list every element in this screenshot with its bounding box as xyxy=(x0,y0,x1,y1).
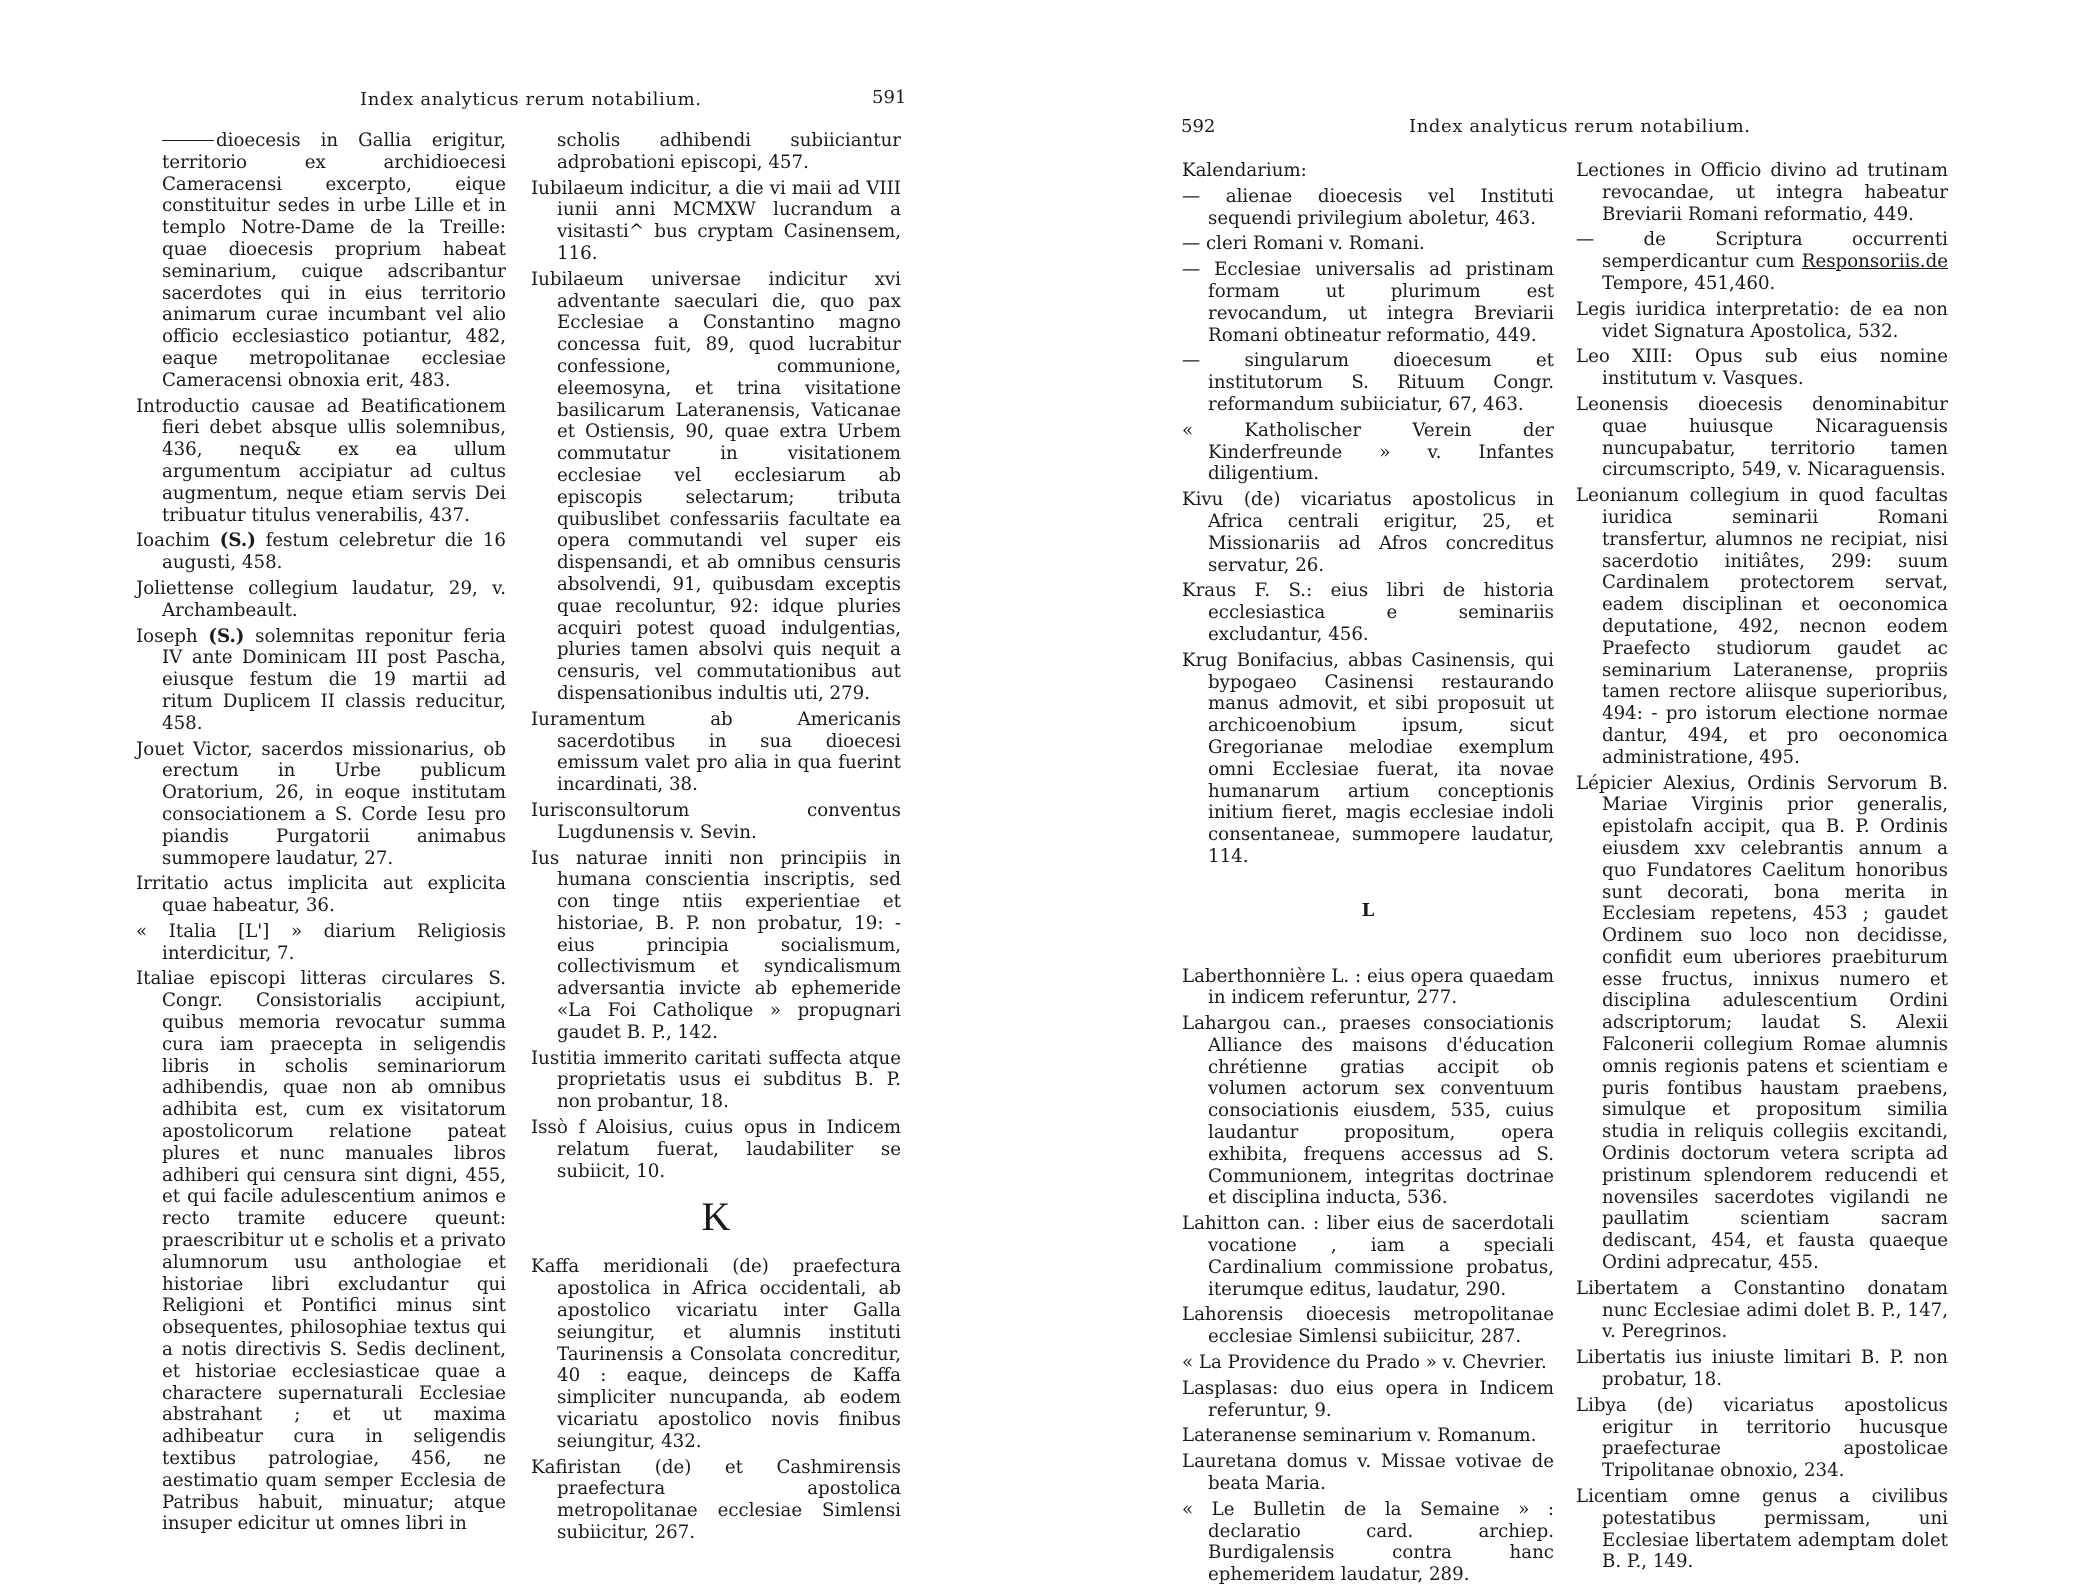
index-entry xyxy=(531,848,901,1044)
index-entry xyxy=(1182,1378,1554,1422)
index-entry xyxy=(531,1256,901,1452)
index-entry xyxy=(1182,1499,1554,1586)
index-entry xyxy=(1182,489,1554,576)
entry-text: Iubilaeum universae indicitur xvi adventante saeculari die, quo pax Ecclesiae a Constantino magno concessa fuit, 89, quod lucrabitur confessione, communione, eleemosyna, et trina visitatione basilicarum Lateranensis, Vaticanae et Ostiensis, 90, quae extra Urbem commutatur in visitationem ecclesiae vel ecclesiarum ab episcopis selectarum; tributa quibuslibet confessariis facultate ea opera commutandi vel super eis dispensandi, et ab omnibus censuris absolvendi, 91, quibusdam exceptis quae recoluntur, 92: idque pluries acquiri potest quoad indulgentias, pluries tamen absolvi quis nequit a censuris, vel commutationibus aut dispensationibus indultis uti, 279. xyxy=(531,268,901,704)
index-entry xyxy=(1576,299,1948,343)
index-entry xyxy=(136,626,506,735)
index-entry xyxy=(531,709,901,796)
left-page xyxy=(0,0,1039,1544)
index-entry xyxy=(136,968,506,1535)
entry-text: « Katholischer Verein der Kinderfreunde » v. Infantes diligentium. xyxy=(1182,419,1554,485)
index-entry xyxy=(1182,1451,1554,1495)
index-entry xyxy=(1576,485,1948,768)
entry-text: Lauretana domus v. Missae votivae de beata Maria. xyxy=(1182,1451,1554,1495)
index-entry xyxy=(1182,233,1554,255)
entry-text: Lasplasas: duo eius opera in Indicem referuntur, 9. xyxy=(1182,1377,1554,1421)
index-entry xyxy=(1182,1304,1554,1348)
index-entry xyxy=(1576,1486,1948,1573)
entry-head: Ioachim xyxy=(136,530,220,552)
entry-text: Kraus F. S.: eius libri de historia ecclesiastica e seminariis excludantur, 456. xyxy=(1182,580,1554,645)
entry-text: Licentiam omne genus a civilibus potestatibus permissam, uni Ecclesiae libertatem ademptam dolet B. P., 149. xyxy=(1576,1486,1948,1573)
index-entry xyxy=(1182,966,1554,1010)
entry-text: Introductio causae ad Beatificationem fieri debet absque ullis solemnibus, 436, nequ& ex ea ullum argumentum accipiatur ad cultus augmentum, neque etiam servis Dei tribuatur titulus venerabilis, 437. xyxy=(136,395,506,526)
left-column-2 xyxy=(531,130,901,1548)
right-column-1 xyxy=(1182,160,1554,1590)
page-number: 592 xyxy=(1181,116,1216,137)
index-entry xyxy=(531,1117,901,1182)
entry-text: Jouet Victor, sacerdos missionarius, ob erectum in Urbe publicum Oratorium, 26, in eoque institutam consociationem a S. Corde Iesu pro piandis Purgatorii animabus summopere laudatur, 27. xyxy=(136,738,506,869)
entry-text: Issò f Aloisius, cuius opus in Indicem relatum fuerat, laudabiliter se subiicit, 10. xyxy=(531,1117,901,1182)
page-number: 591 xyxy=(872,87,907,108)
entry-text: solemnitas reponitur feria IV ante Dominicam III post Pascha, eiusque festum die 19 martii ad ritum Duplicem II classis reducitur, 458. xyxy=(162,625,506,734)
index-entry xyxy=(1182,1352,1554,1374)
entry-text: Lectiones in Officio divino ad trutinam revocandae, ut integra habeatur Breviarii Romani reformatio, 449. xyxy=(1576,160,1948,225)
entry-text: « La Providence du Prado » v. Chevrier. xyxy=(1182,1352,1547,1374)
entry-text: Ius naturae inniti non principiis in humana conscientia inscriptis, sed con tinge ntiis experientiae et historiae, B. P. non probatur, 19: - eius principia socialismum, collectivismum et syndicalismum adversantia invicte ab ephemeride «La Foi Catholique » propugnari gaudet B. P., 142. xyxy=(531,847,901,1043)
index-entry xyxy=(136,739,506,870)
index-entry xyxy=(531,800,901,844)
entry-text: Irritatio actus implicita aut explicita quae habeatur, 36. xyxy=(136,873,506,917)
entry-text: Iurisconsultorum conventus Lugdunensis v. Sevin. xyxy=(531,799,901,843)
index-entry xyxy=(136,578,506,622)
index-entry xyxy=(1576,1347,1948,1391)
saint-abbrev: (S.) xyxy=(208,625,245,647)
entry-text: dioecesis in Gallia erigitur, territorio ex archidioecesi Cameracensi excerpto, eique constituitur sedes in urbe Lille et in templo Notre-Dame de la Treille: quae dioecesis proprium habeat seminarium, cuique adscribantur sacerdotes qui in eius territorio animarum curae incumbant vel alio officio ecclesiastico potiantur, 482, eaque metropolitanae ecclesiae Cameracensi obnoxia erit, 483. xyxy=(162,130,506,391)
index-entry xyxy=(1182,580,1554,645)
index-entry xyxy=(1182,650,1554,868)
entry-text: Krug Bonifacius, abbas Casinensis, qui bypogaeo Casinensi restaurando manus admovit, et sibi proposuit ut archicoenobium ipsum, sicut Gregorianae melodiae exemplum omni Ecclesiae fuerat, ita novae humanarum artium conceptionis initium fieret, magis ecclesiae indoli consentaneae, summopere laudatur, 114. xyxy=(1182,649,1554,867)
entry-text: Iustitia immerito caritati suffecta atque proprietatis usus ei subditus B. P. non probantur, 18. xyxy=(531,1047,901,1113)
entry-text: Leonensis dioecesis denominabitur quae huiusque Nicaraguensis nuncupabatur, territorio tamen circumscripto, 549, v. Nicaraguensis. xyxy=(1576,393,1948,481)
index-entry xyxy=(1182,350,1554,415)
entry-text: Legis iuridica interpretatio: de ea non videt Signatura Apostolica, 532. xyxy=(1576,298,1948,342)
index-entry xyxy=(531,1457,901,1544)
entry-text: Laberthonnière L. : eius opera quaedam in indicem referuntur, 277. xyxy=(1182,965,1554,1009)
entry-text: Libertatem a Constantino donatam nunc Ecclesiae adimi dolet B. P., 147, v. Peregrinos. xyxy=(1576,1277,1948,1343)
entry-text: Kivu (de) vicariatus apostolicus in Africa centrali erigitur, 25, et Missionariis ad Afros concreditus servatur, 26. xyxy=(1182,489,1554,576)
index-entry xyxy=(1182,186,1554,230)
entry-text: « Le Bulletin de la Semaine » : declaratio card. archiep. Burdigalensis contra hanc ephemeridem laudatur, 289. xyxy=(1182,1498,1554,1586)
index-entry xyxy=(531,178,901,265)
index-entry xyxy=(1576,346,1948,390)
index-entry xyxy=(1182,160,1554,182)
running-title: Index analyticus rerum notabilium. xyxy=(360,89,702,110)
underlined-term: Responsoriis.de xyxy=(1801,251,1948,273)
index-entry xyxy=(1182,259,1554,346)
entry-text: « Italia [L'] » diarium Religiosis interdicitur, 7. xyxy=(136,920,506,964)
entry-text: Lahargou can., praeses consociationis Alliance des maisons d'éducation chrétienne gratias accipit ob volumen actorum sex conventuum consociationis eiusdem, 535, cuius laudantur propositum, opera exhibita, frequens accessus ad S. Communionem, integritas doctrinae et disciplina inducta, 536. xyxy=(1182,1013,1554,1209)
repeat-dash xyxy=(162,140,214,141)
index-entry xyxy=(1576,1395,1948,1482)
letter-heading-l: L xyxy=(1361,899,1375,921)
entry-text: Lateranense seminarium v. Romanum. xyxy=(1182,1425,1537,1447)
index-entry xyxy=(136,530,506,574)
index-entry xyxy=(1576,160,1948,225)
entry-text: Iuramentum ab Americanis sacerdotibus in sua dioecesi emissum valet pro alia in qua fuerint incardinati, 38. xyxy=(531,708,901,796)
index-entry xyxy=(531,1048,901,1113)
index-entry xyxy=(136,130,506,392)
entry-text: Leo XIII: Opus sub eius nomine institutum v. Vasques. xyxy=(1576,346,1948,390)
index-entry xyxy=(1576,773,1948,1274)
entry-text: Libya (de) vicariatus apostolicus erigitur in territorio hucusque praefecturae apostolicae Tripolitanae obnoxio, 234. xyxy=(1576,1394,1948,1482)
entry-text: Lahorensis dioecesis metropolitanae ecclesiae Simlensi subiicitur, 287. xyxy=(1182,1304,1554,1348)
entry-text: Iubilaeum indicitur, a die vi maii ad VIII iunii anni MCMXW lucrandum a visitasti^ bus cryptam Casinensem, 116. xyxy=(531,177,901,264)
running-title: Index analyticus rerum notabilium. xyxy=(1409,116,1751,137)
entry-text: Kaffa meridionali (de) praefectura apostolica in Africa occidentali, ab apostolico vicariatu inter Galla seiungitur, et alumnis instituti Taurinensis a Consolata concreditur, 40 : eaque, deinceps de Kaffa simpliciter nuncupanda, ab eodem vicariatu apostolico novis finibus seiungitur, 432. xyxy=(531,1256,901,1452)
index-entry xyxy=(1182,1013,1554,1209)
right-page xyxy=(1039,0,2078,1586)
entry-text: — singularum dioecesum et institutorum S. Rituum Congr. reformandum subiiciatur, 67, 463. xyxy=(1182,350,1554,415)
index-entry xyxy=(1576,394,1948,481)
index-entry xyxy=(1576,229,1948,294)
index-entry xyxy=(531,130,901,174)
index-entry xyxy=(1576,1278,1948,1343)
entry-head: Ioseph xyxy=(136,625,209,647)
index-entry xyxy=(1182,1213,1554,1300)
entry-text: Tempore, 451,460. xyxy=(1602,272,1776,294)
entry-text: Leonianum collegium in quod facultas iuridica seminarii Romani transfertur, alumnos ne recipiat, nisi sacerdotio initiâtes, 299: suum Cardinalem protectorem servat, eadem disciplinan et oeconomica deputatione, 492, necnon eodem Praefecto studiorum gaudet ac seminarium Lateranense, propriis tamen rectore aliisque superioribus, 494: - pro istorum electione normae dantur, 494, et pro oeconomica administratione, 495. xyxy=(1576,485,1948,768)
left-column-1 xyxy=(136,130,506,1539)
entry-text: — Ecclesiae universalis ad pristinam formam ut plurimum est revocandum, ut integra Breviarii Romani obtineatur reformatio, 449. xyxy=(1182,259,1554,346)
entry-text: Lahitton can. : liber eius de sacerdotali vocatione , iam a speciali Cardinalium commissione probatus, iterumque editus, laudatur, 290. xyxy=(1182,1213,1554,1300)
index-entry xyxy=(1182,1425,1554,1447)
entry-text: — cleri Romani v. Romani. xyxy=(1182,233,1425,255)
entry-text: Kafiristan (de) et Cashmirensis praefectura apostolica metropolitanae ecclesiae Simlensi subiicitur, 267. xyxy=(531,1456,901,1544)
entry-text: Joliettense collegium laudatur, 29, v. Archambeault. xyxy=(136,577,506,621)
index-entry xyxy=(136,921,506,965)
entry-text: — alienae dioecesis vel Instituti sequendi privilegium aboletur, 463. xyxy=(1182,185,1554,229)
entry-text: Lépicier Alexius, Ordinis Servorum B. Mariae Virginis prior generalis, epistolafn accipit, qua B. P. Ordinis eiusdem xxv celebrantis annum a quo Fundatores Caelitum honoribus sunt decorati, bona merita in Ecclesiam repetens, 453 ; gaudet Ordinem suo loco non decidisse, confidit eum uberiores praebiturum esse fructus, innixus numero et disciplina adulescentium Ordini adscriptorum; laudat S. Alexii Falconerii collegium Romae alumnis omnis regionis patens et scientiam e puris fontibus haustam praebens, simulque et propositum similia studia in reliquis collegiis excitandi, Ordinis doctorum vetera scripta ad pristinum splendorem reducendi et novensiles sacerdotes vigilandi ne paullatim scientiam sacram dediscant, 454, et fausta quaeque Ordini adprecatur, 455. xyxy=(1576,772,1948,1274)
entry-head: — de Scriptura occurrenti semperdicantur cum xyxy=(1576,229,1948,273)
index-entry xyxy=(136,873,506,917)
entry-heading: Kalendarium: xyxy=(1182,160,1307,181)
letter-heading-k: K xyxy=(701,1194,731,1240)
entry-text: Libertatis ius iniuste limitari B. P. non probatur, 18. xyxy=(1576,1347,1948,1391)
index-entry xyxy=(1182,420,1554,485)
saint-abbrev: (S.) xyxy=(219,530,256,552)
entry-text: Italiae episcopi litteras circulares S. Congr. Consistorialis accipiunt, quibus memoria revocatur summa cura iam praecepta in seligendis libris in scholis seminariorum adhibendis, quae non ab omnibus adhibita est, cum ex visitatorum apostolicorum relatione pateat plures et nunc manuales libros adhiberi qui censura sint digni, 455, et qui facile adulescentium animos e recto tramite educere queunt: praescribitur ut e scholis et a privato alumnorum usu anthologiae et historiae libri excludantur qui Religioni et Pontifici minus sint obsequentes, philosophiae textus qui a notis directivis S. Sedis declinent, et historiae ecclesiasticae quae a charactere supernaturali Ecclesiae abstrahant ; et ut maxima adhibeatur cura in seligendis textibus patrologiae, 456, ne aestimatio quam semper Ecclesia de Patribus habuit, minuatur; atque insuper edicitur ut omnes libri in xyxy=(136,968,506,1535)
index-entry xyxy=(531,269,901,705)
right-column-2 xyxy=(1576,160,1948,1577)
entry-text: scholis adhibendi subiiciantur adprobationi episcopi, 457. xyxy=(557,130,901,173)
entry-text: festum celebretur die 16 augusti, 458. xyxy=(162,530,506,574)
index-entry xyxy=(136,396,506,527)
